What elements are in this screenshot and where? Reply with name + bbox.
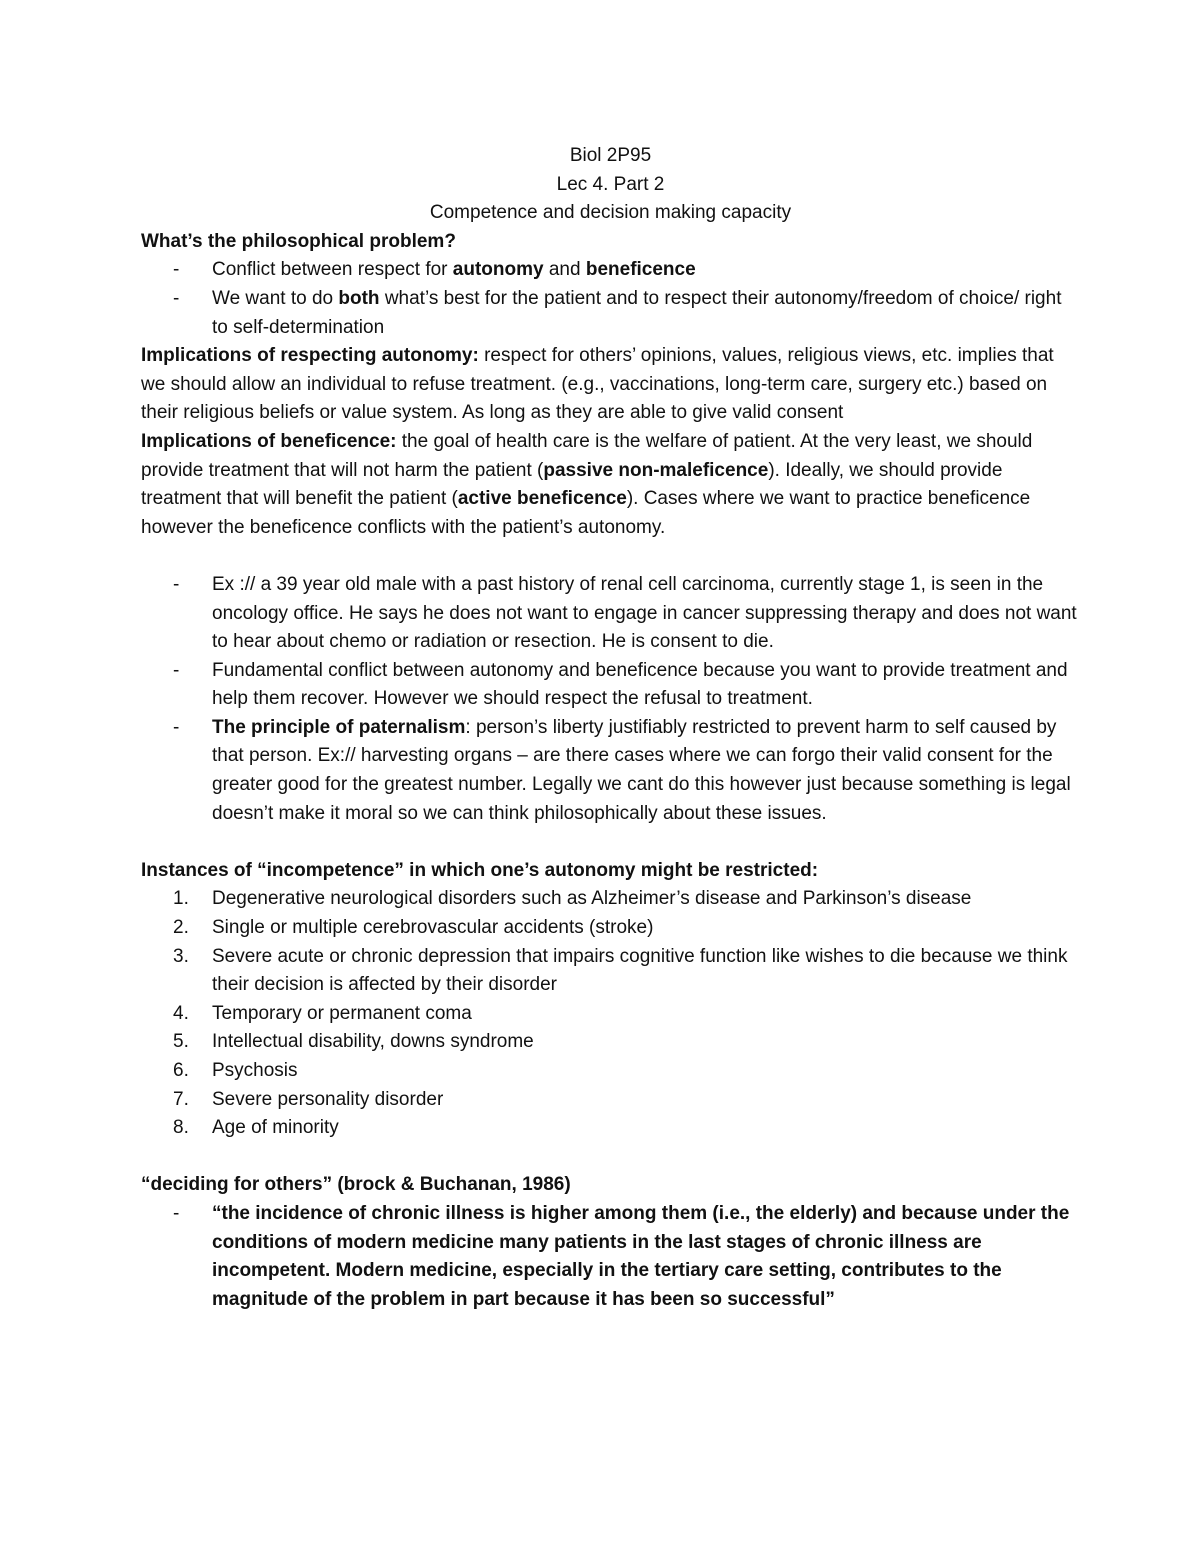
bullet-marker: - (173, 287, 180, 309)
list-item: 2. Single or multiple cerebrovascular accidents (stroke) (173, 917, 654, 939)
list-item: - Conflict between respect for autonomy and beneficence (141, 256, 1080, 285)
list-item: - Ex :// a 39 year old male with a past history of renal cell carcinoma, currently stage 1, is seen in the oncology office. He says he does not want to engage in cancer suppressing therapy and does not want to hear about chemo or radiation or resection. He is consent to die. (141, 571, 1080, 657)
bullet-marker: - (173, 659, 180, 681)
incompetence-heading: Instances of “incompetence” in which one’s autonomy might be restricted: (141, 859, 819, 881)
incompetence-list (141, 885, 1080, 1142)
list-item: 4. Temporary or permanent coma (173, 1002, 472, 1024)
deciding-heading: “deciding for others” (brock & Buchanan, 1986) (141, 1174, 571, 1196)
bullet-marker: - (173, 259, 180, 281)
philosophical-problem-heading: What’s the philosophical problem? (141, 230, 456, 252)
list-item: - The principle of paternalism: person’s liberty justifiably restricted to prevent harm to self caused by that person. Ex:// harvesting organs – are there cases where we can forgo their valid consent for the greater good for the greatest number. Legally we cant do this however just because something is legal doesn’t make it moral so we can think philosophically about these issues. (141, 714, 1080, 828)
list-item: 1. Degenerative neurological disorders such as Alzheimer’s disease and Parkinson’s disease (173, 888, 972, 910)
list-item: 7. Severe personality disorder (173, 1088, 444, 1110)
topic-title: Competence and decision making capacity (429, 202, 792, 224)
list-item: - Fundamental conflict between autonomy and beneficence because you want to provide treatment and help them recover. However we should respect the refusal to treatment. (141, 657, 1080, 714)
list-item: 6. Psychosis (173, 1060, 298, 1081)
examples-list (141, 571, 1080, 828)
bullet-marker: - (173, 573, 180, 595)
list-item: 8. Age of minority (173, 1117, 339, 1139)
list-item: - “the incidence of chronic illness is higher among them (i.e., the elderly) and because under the conditions of modern medicine many patients in the last stages of chronic illness are incompetent. Modern medicine, especially in the tertiary care setting, contributes to the magnitude of the problem in part because it has been so successful” (141, 1200, 1080, 1314)
bullet-marker: - (173, 1202, 180, 1224)
list-item: 3. Severe acute or chronic depression that impairs cognitive function like wishes to die because we think their decision is affected by their disorder (173, 945, 1068, 996)
list-item: 5. Intellectual disability, downs syndrome (173, 1031, 534, 1053)
course-title: Biol 2P95 (569, 145, 652, 166)
autonomy-paragraph: Implications of respecting autonomy: respect for others’ opinions, values, religious views, etc. implies that we should allow an individual to refuse treatment. (e.g., vaccinations, long-term care, surgery etc.) based on their religious beliefs or value system. As long as they are able to give valid consent (141, 345, 1054, 424)
list-item: - We want to do both what’s best for the patient and to respect their autonomy/freedom of choice/ right to self-determination (141, 285, 1080, 342)
deciding-list (141, 1200, 1080, 1314)
philosophical-problem-list (141, 256, 1080, 342)
bullet-marker: - (173, 716, 180, 738)
lecture-title: Lec 4. Part 2 (556, 173, 665, 195)
beneficence-paragraph: Implications of beneficence: the goal of health care is the welfare of patient. At the very least, we should provide treatment that will not harm the patient (passive non-maleficence). Ideally, we should provide treatment that will benefit the patient (active beneficence). Cases where we want to practice beneficence however the beneficence conflicts with the patient’s autonomy. (141, 430, 1033, 538)
